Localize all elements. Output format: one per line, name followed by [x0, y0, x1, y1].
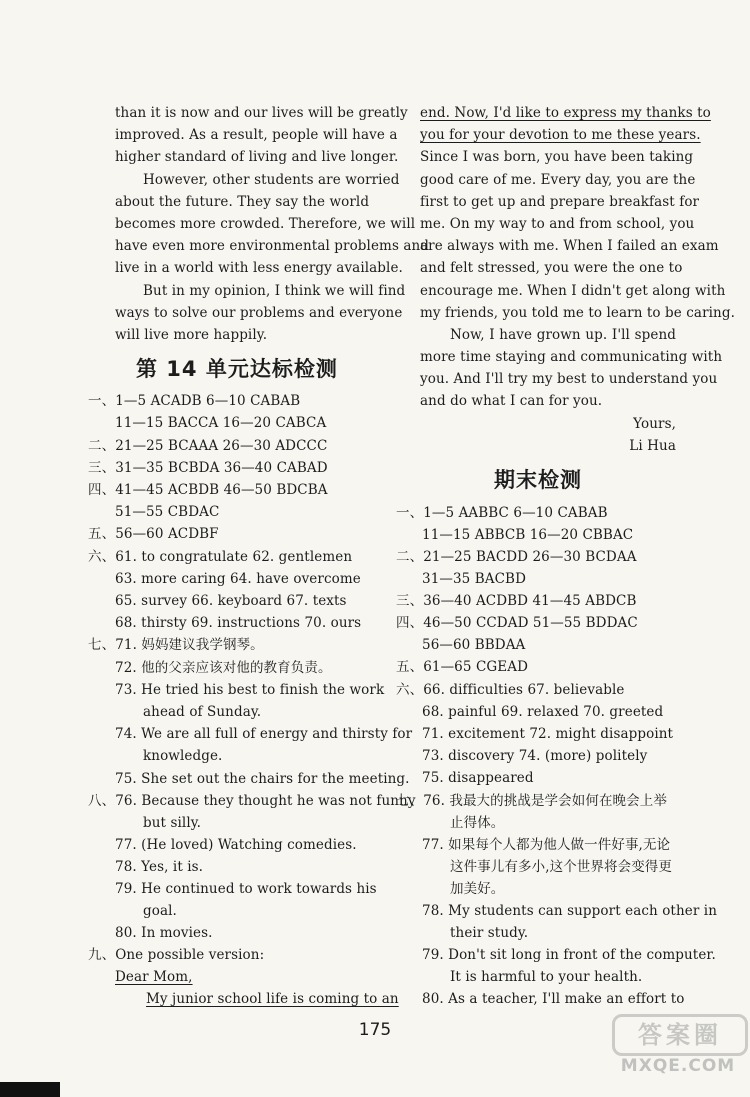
answer-line: 77. (He loved) Watching comedies.	[115, 837, 357, 853]
answer-line: 二、21—25 BACDD 26—30 BCDAA	[396, 549, 637, 565]
watermark-url: MXQE.COM	[620, 1056, 736, 1076]
answer-line: 65. survey 66. keyboard 67. texts	[115, 593, 347, 609]
letter-signature: Li Hua	[629, 438, 676, 454]
essay-line: live in a world with less energy available.	[115, 260, 403, 276]
essay-line: But in my opinion, I think we will find	[143, 283, 406, 299]
answer-line: 五、56—60 ACDBF	[88, 526, 219, 542]
answer-line: 73. He tried his best to finish the work	[115, 682, 385, 698]
answer-line: 78. Yes, it is.	[115, 859, 204, 875]
answer-line: 六、61. to congratulate 62. gentlemen	[88, 549, 353, 565]
essay-line: ways to solve our problems and everyone	[115, 305, 403, 321]
answer-line: 一、1—5 ACADB 6—10 CABAB	[88, 393, 301, 409]
answer-line: 78. My students can support each other in	[422, 903, 717, 919]
essay-line: However, other students are worried	[143, 172, 400, 188]
letter-line: me. On my way to and from school, you	[420, 216, 695, 232]
letter-closing: Yours,	[633, 416, 676, 432]
essay-line: have even more environmental problems and	[115, 238, 430, 254]
essay-line: about the future. They say the world	[115, 194, 370, 210]
answer-line: 71. excitement 72. might disappoint	[422, 726, 674, 742]
answer-line: 四、46—50 CCDAD 51—55 BDDAC	[396, 615, 638, 631]
answer-line: 73. discovery 74. (more) politely	[422, 748, 648, 764]
section-heading-unit-14: 第 14 单元达标检测	[136, 357, 338, 381]
answer-line: 31—35 BACBD	[422, 571, 526, 587]
answer-line: 九、One possible version:	[88, 947, 265, 963]
letter-line: My junior school life is coming to an	[146, 991, 399, 1007]
answer-line: their study.	[450, 925, 529, 941]
letter-line: are always with me. When I failed an exam	[420, 238, 719, 254]
essay-line: improved. As a result, people will have a	[115, 127, 398, 143]
letter-line: Now, I have grown up. I'll spend	[450, 327, 676, 343]
letter-line: good care of me. Every day, you are the	[420, 172, 696, 188]
scan-edge-mark	[0, 1082, 60, 1097]
answer-line: 79. He continued to work towards his	[115, 881, 377, 897]
letter-line: first to get up and prepare breakfast for	[420, 194, 700, 210]
answer-line: 75. disappeared	[422, 770, 534, 786]
answer-line: 七、71. 妈妈建议我学钢琴。	[88, 637, 264, 653]
letter-line: and felt stressed, you were the one to	[420, 260, 683, 276]
answer-line: 八、76. Because they thought he was not funny	[88, 793, 416, 809]
answer-line: It is harmful to your health.	[450, 969, 643, 985]
answer-line: 这件事儿有多小,这个世界将会变得更	[450, 859, 672, 875]
letter-line: Since I was born, you have been taking	[420, 149, 694, 165]
answer-line: 五、61—65 CGEAD	[396, 659, 528, 675]
answer-line: 二、21—25 BCAAA 26—30 ADCCC	[88, 438, 328, 454]
answer-line: 七、76. 我最大的挑战是学会如何在晚会上举	[396, 793, 667, 809]
answer-line: 六、66. difficulties 67. believable	[396, 682, 625, 698]
answer-line: 80. In movies.	[115, 925, 213, 941]
letter-line: you for your devotion to me these years.	[420, 127, 701, 143]
answer-line: 79. Don't sit long in front of the computer.	[422, 947, 716, 963]
answer-line: 三、36—40 ACDBD 41—45 ABDCB	[396, 593, 637, 609]
answer-line: 68. thirsty 69. instructions 70. ours	[115, 615, 362, 631]
answer-line: 三、31—35 BCBDA 36—40 CABAD	[88, 460, 328, 476]
letter-line: you. And I'll try my best to understand you	[420, 371, 718, 387]
answer-line: 加美好。	[450, 881, 505, 897]
answer-line: 11—15 ABBCB 16—20 CBBAC	[422, 527, 634, 543]
essay-line: becomes more crowded. Therefore, we will	[115, 216, 416, 232]
answer-line: knowledge.	[143, 748, 223, 764]
essay-line: will live more happily.	[115, 327, 268, 343]
letter-line: more time staying and communicating with	[420, 349, 723, 365]
answer-line: 11—15 BACCA 16—20 CABCA	[115, 415, 327, 431]
answer-line: 51—55 CBDAC	[115, 504, 220, 520]
answer-line: 72. 他的父亲应该对他的教育负责。	[115, 660, 332, 676]
answer-line: 80. As a teacher, I'll make an effort to	[422, 991, 685, 1007]
letter-salutation: Dear Mom,	[115, 969, 193, 985]
essay-line: than it is now and our lives will be greatly	[115, 105, 408, 121]
answer-line: 74. We are all full of energy and thirsty for	[115, 726, 413, 742]
answer-line: 63. more caring 64. have overcome	[115, 571, 361, 587]
answer-line: 75. She set out the chairs for the meeting.	[115, 771, 410, 787]
letter-line: my friends, you told me to learn to be caring.	[420, 305, 735, 321]
answer-line: 四、41—45 ACBDB 46—50 BDCBA	[88, 482, 328, 498]
letter-line: encourage me. When I didn't get along with	[420, 283, 726, 299]
section-heading-final-exam: 期末检测	[494, 468, 582, 492]
answer-line: 77. 如果每个人都为他人做一件好事,无论	[422, 837, 671, 853]
answer-line: ahead of Sunday.	[143, 704, 262, 720]
answer-line: 56—60 BBDAA	[422, 637, 526, 653]
watermark-badge: 答案圈	[612, 1014, 748, 1056]
answer-line: 止得体。	[450, 815, 505, 831]
answer-line: but silly.	[143, 815, 202, 831]
answer-line: goal.	[143, 903, 177, 919]
page-number: 175	[358, 1020, 392, 1040]
answer-line: 68. painful 69. relaxed 70. greeted	[422, 704, 664, 720]
answer-line: 一、1—5 AABBC 6—10 CABAB	[396, 505, 608, 521]
letter-line: end. Now, I'd like to express my thanks to	[420, 105, 711, 121]
letter-line: and do what I can for you.	[420, 393, 603, 409]
essay-line: higher standard of living and live longer.	[115, 149, 399, 165]
